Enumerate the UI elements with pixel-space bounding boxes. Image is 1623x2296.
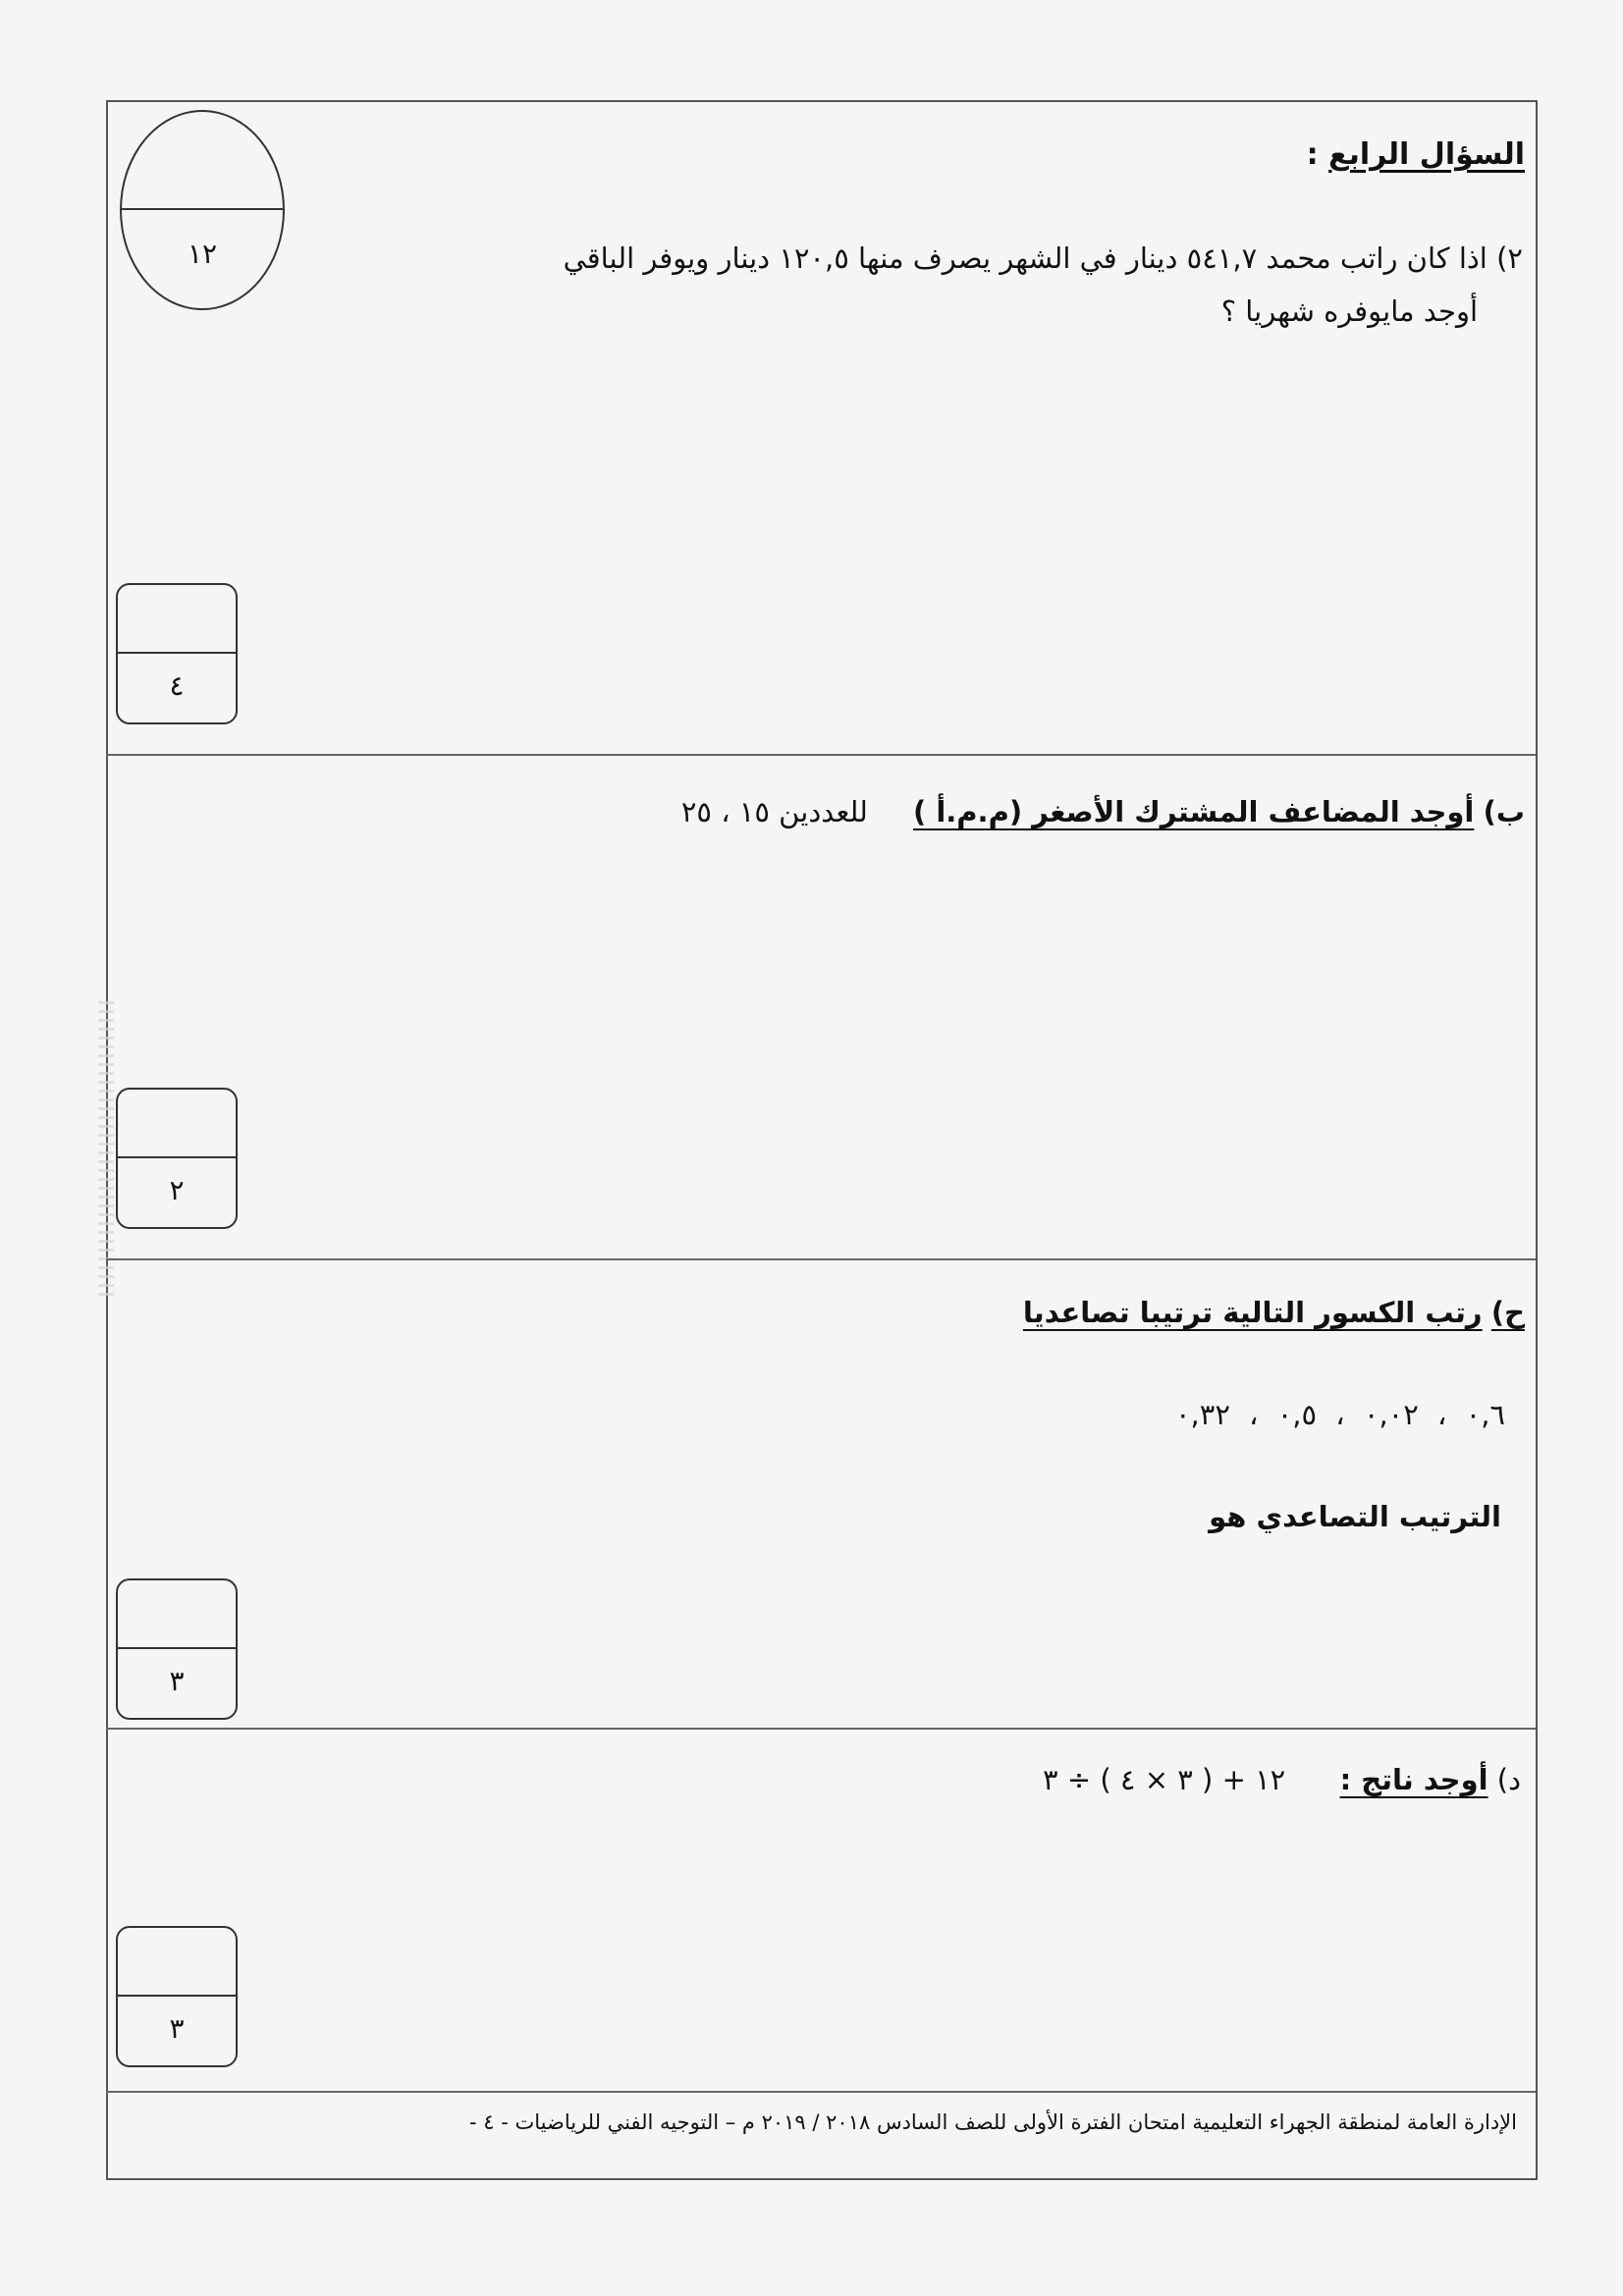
part-c-answer-prompt: الترتيب التصاعدي هو <box>1209 1500 1501 1533</box>
question-title <box>1307 137 1525 172</box>
part-b-marks-box <box>116 1088 238 1229</box>
footer-divider <box>106 2091 1536 2093</box>
part-d-label: د) <box>1496 1763 1521 1796</box>
section-divider <box>106 1258 1536 1260</box>
part-d-instruction: أوجد ناتج : <box>1339 1763 1488 1796</box>
part-c-marks: ٣ <box>169 1665 185 1697</box>
part-a-marks-box <box>116 583 238 724</box>
marks-divider <box>118 1156 236 1158</box>
total-score-oval <box>120 110 285 310</box>
part-c-label: ح) <box>1490 1296 1525 1329</box>
part-d-line <box>1043 1763 1521 1796</box>
part-a-label: ٢) <box>1496 241 1523 275</box>
part-d-marks: ٣ <box>169 2012 185 2045</box>
marks-divider <box>118 1647 236 1649</box>
scan-artifact <box>98 1001 114 1296</box>
total-score-value: ١٢ <box>187 238 218 270</box>
part-b-line <box>681 795 1525 828</box>
part-a-line1 <box>564 241 1523 275</box>
score-divider <box>122 208 283 210</box>
part-b-label: ب) <box>1483 795 1525 828</box>
part-c-marks-box <box>116 1578 238 1720</box>
question-title-colon: : <box>1306 137 1319 172</box>
part-c-instruction: رتب الكسور التالية ترتيبا تصاعديا <box>1022 1296 1483 1329</box>
part-b-numbers: للعددين ١٥ ، ٢٥ <box>680 795 868 828</box>
part-a-marks: ٤ <box>169 669 185 702</box>
question-title-text: السؤال الرابع <box>1328 137 1525 172</box>
marks-divider <box>118 1995 236 1997</box>
part-c-line <box>1023 1296 1525 1329</box>
section-divider <box>106 1728 1536 1730</box>
section-divider <box>106 754 1536 756</box>
part-d-marks-box <box>116 1926 238 2067</box>
marks-divider <box>118 652 236 654</box>
part-b-marks: ٢ <box>169 1174 185 1206</box>
page-footer: الإدارة العامة لمنطقة الجهراء التعليمية امتحان الفترة الأولى للصف السادس ٢٠١٨ / ٢٠١٩ م – التوجيه الفني للرياضيات - ٤ - <box>469 2110 1517 2134</box>
part-c-fractions: ٠,٦ ، ٠,٠٢ ، ٠,٥ ، ٠,٣٢ <box>1174 1398 1505 1431</box>
part-d-expression: ١٢ + ( ٣ × ٤ ) ÷ ٣ <box>1043 1763 1286 1796</box>
part-a-text-line2: أوجد مايوفره شهريا ؟ <box>1220 294 1478 328</box>
page-border <box>106 100 1538 2180</box>
part-b-instruction: أوجد المضاعف المشترك الأصغر (م.م.أ ) <box>912 795 1475 828</box>
part-a-text-line1: اذا كان راتب محمد ٥٤١,٧ دينار في الشهر يصرف منها ١٢٠,٥ دينار ويوفر الباقي <box>563 241 1488 275</box>
